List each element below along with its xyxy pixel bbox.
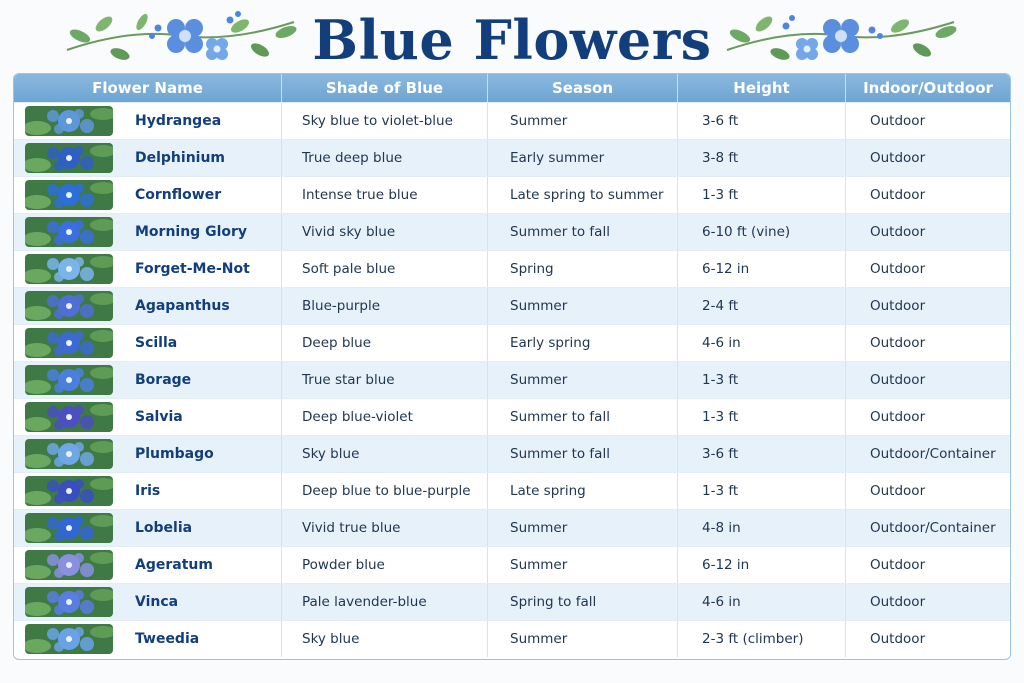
location-cell: Outdoor bbox=[870, 557, 926, 573]
ageratum-photo-icon bbox=[25, 550, 113, 580]
flower-name: Tweedia bbox=[135, 631, 200, 647]
flower-name: Hydrangea bbox=[135, 113, 222, 129]
flower-name: Borage bbox=[135, 372, 192, 388]
plumbago-photo-icon bbox=[25, 439, 113, 469]
table-row bbox=[14, 546, 1010, 583]
flower-name: Delphinium bbox=[135, 150, 226, 166]
shade-cell: Deep blue to blue-purple bbox=[282, 473, 488, 509]
season-cell: Summer bbox=[488, 362, 678, 398]
tweedia-photo-icon bbox=[25, 624, 113, 654]
shade-cell: Deep blue bbox=[282, 325, 488, 361]
location-cell: Outdoor/Container bbox=[870, 446, 996, 462]
location-cell: Outdoor bbox=[870, 113, 926, 129]
table-body bbox=[14, 102, 1010, 657]
location-cell: Outdoor bbox=[870, 483, 926, 499]
column-header-height: Height bbox=[678, 74, 846, 102]
column-header-location: Indoor/Outdoor bbox=[863, 79, 993, 97]
shade-cell: Vivid true blue bbox=[282, 510, 488, 546]
location-cell: Outdoor bbox=[870, 261, 926, 277]
vinca-photo-icon bbox=[25, 587, 113, 617]
table-row bbox=[14, 250, 1010, 287]
table-row bbox=[14, 361, 1010, 398]
shade-cell: Soft pale blue bbox=[282, 251, 488, 287]
shade-cell: Sky blue bbox=[282, 436, 488, 472]
location-cell: Outdoor bbox=[870, 409, 926, 425]
shade-cell: Vivid sky blue bbox=[282, 214, 488, 250]
hydrangea-photo-icon bbox=[25, 106, 113, 136]
flower-name: Scilla bbox=[135, 335, 178, 351]
iris-photo-icon bbox=[25, 476, 113, 506]
shade-cell: Intense true blue bbox=[282, 177, 488, 213]
height-cell: 3-8 ft bbox=[678, 140, 846, 176]
height-cell: 6-10 ft (vine) bbox=[678, 214, 846, 250]
flower-name-cell bbox=[14, 362, 282, 398]
flower-name: Forget-Me-Not bbox=[135, 261, 250, 277]
flower-name: Cornflower bbox=[135, 187, 222, 203]
season-cell: Summer bbox=[488, 510, 678, 546]
location-cell: Outdoor bbox=[870, 594, 926, 610]
shade-cell: True deep blue bbox=[282, 140, 488, 176]
flower-name: Plumbago bbox=[135, 446, 214, 462]
location-cell: Outdoor bbox=[870, 631, 926, 647]
table-row bbox=[14, 472, 1010, 509]
agapanthus-photo-icon bbox=[25, 291, 113, 321]
season-cell: Summer bbox=[488, 103, 678, 139]
table-row bbox=[14, 620, 1010, 657]
season-cell: Summer bbox=[488, 621, 678, 657]
page-title: Blue Flowers bbox=[312, 8, 712, 72]
table-row bbox=[14, 139, 1010, 176]
flower-name-cell bbox=[14, 140, 282, 176]
table-header bbox=[14, 74, 1010, 102]
season-cell: Late spring to summer bbox=[488, 177, 678, 213]
flower-name-cell bbox=[14, 621, 282, 657]
shade-cell: Sky blue bbox=[282, 621, 488, 657]
shade-cell: Blue-purple bbox=[282, 288, 488, 324]
flower-name: Lobelia bbox=[135, 520, 193, 536]
flower-name-cell bbox=[14, 325, 282, 361]
flower-name-cell bbox=[14, 399, 282, 435]
table-row bbox=[14, 176, 1010, 213]
location-cell: Outdoor bbox=[870, 224, 926, 240]
season-cell: Summer bbox=[488, 547, 678, 583]
flower-name: Ageratum bbox=[135, 557, 213, 573]
table-row bbox=[14, 435, 1010, 472]
column-header-flower-name: Flower Name bbox=[14, 74, 282, 102]
flower-name-cell bbox=[14, 214, 282, 250]
season-cell: Spring bbox=[488, 251, 678, 287]
table-row bbox=[14, 213, 1010, 250]
flower-table bbox=[13, 73, 1011, 660]
height-cell: 4-6 in bbox=[678, 584, 846, 620]
height-cell: 4-8 in bbox=[678, 510, 846, 546]
season-cell: Summer to fall bbox=[488, 399, 678, 435]
height-cell: 4-6 in bbox=[678, 325, 846, 361]
flower-name-cell bbox=[14, 177, 282, 213]
location-cell: Outdoor bbox=[870, 150, 926, 166]
height-cell: 1-3 ft bbox=[678, 473, 846, 509]
season-cell: Late spring bbox=[488, 473, 678, 509]
height-cell: 3-6 ft bbox=[678, 436, 846, 472]
shade-cell: Pale lavender-blue bbox=[282, 584, 488, 620]
borage-photo-icon bbox=[25, 365, 113, 395]
cornflower-photo-icon bbox=[25, 180, 113, 210]
header bbox=[0, 0, 1024, 72]
season-cell: Summer bbox=[488, 288, 678, 324]
location-cell: Outdoor/Container bbox=[870, 520, 996, 536]
flower-name-cell bbox=[14, 103, 282, 139]
flower-name: Salvia bbox=[135, 409, 183, 425]
lobelia-photo-icon bbox=[25, 513, 113, 543]
season-cell: Summer to fall bbox=[488, 436, 678, 472]
location-cell: Outdoor bbox=[870, 298, 926, 314]
season-cell: Spring to fall bbox=[488, 584, 678, 620]
location-cell: Outdoor bbox=[870, 187, 926, 203]
shade-cell: True star blue bbox=[282, 362, 488, 398]
height-cell: 1-3 ft bbox=[678, 362, 846, 398]
morning-glory-photo-icon bbox=[25, 217, 113, 247]
height-cell: 2-3 ft (climber) bbox=[678, 621, 846, 657]
flower-name-cell bbox=[14, 436, 282, 472]
table-row bbox=[14, 287, 1010, 324]
height-cell: 2-4 ft bbox=[678, 288, 846, 324]
table-row bbox=[14, 509, 1010, 546]
delphinium-photo-icon bbox=[25, 143, 113, 173]
flower-name-cell bbox=[14, 547, 282, 583]
table-row bbox=[14, 583, 1010, 620]
flower-name: Morning Glory bbox=[135, 224, 248, 240]
table-row bbox=[14, 324, 1010, 361]
season-cell: Summer to fall bbox=[488, 214, 678, 250]
location-cell: Outdoor bbox=[870, 372, 926, 388]
location-cell: Outdoor bbox=[870, 335, 926, 351]
forget-me-not-photo-icon bbox=[25, 254, 113, 284]
flower-name-cell bbox=[14, 584, 282, 620]
height-cell: 6-12 in bbox=[678, 547, 846, 583]
scilla-photo-icon bbox=[25, 328, 113, 358]
flower-name-cell bbox=[14, 288, 282, 324]
season-cell: Early spring bbox=[488, 325, 678, 361]
salvia-photo-icon bbox=[25, 402, 113, 432]
table-row bbox=[14, 398, 1010, 435]
shade-cell: Sky blue to violet-blue bbox=[282, 103, 488, 139]
season-cell: Early summer bbox=[488, 140, 678, 176]
flower-name: Iris bbox=[135, 483, 161, 499]
shade-cell: Deep blue-violet bbox=[282, 399, 488, 435]
table-row bbox=[14, 102, 1010, 139]
flower-name-cell bbox=[14, 473, 282, 509]
shade-cell: Powder blue bbox=[282, 547, 488, 583]
flower-name-cell bbox=[14, 251, 282, 287]
column-header-shade: Shade of Blue bbox=[282, 74, 488, 102]
column-header-season: Season bbox=[488, 74, 678, 102]
flower-name: Vinca bbox=[135, 594, 179, 610]
height-cell: 1-3 ft bbox=[678, 177, 846, 213]
floral-decoration-right-icon bbox=[722, 6, 962, 68]
height-cell: 3-6 ft bbox=[678, 103, 846, 139]
height-cell: 1-3 ft bbox=[678, 399, 846, 435]
flower-name: Agapanthus bbox=[135, 298, 230, 314]
height-cell: 6-12 in bbox=[678, 251, 846, 287]
flower-name-cell bbox=[14, 510, 282, 546]
